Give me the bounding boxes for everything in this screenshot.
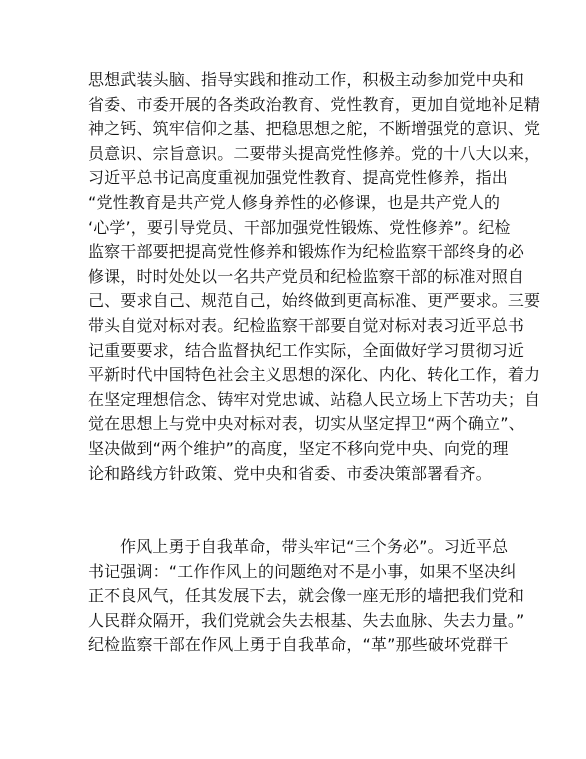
text-line: 正不良风气，任其发展下去，就会像一座无形的墙把我们党和 bbox=[88, 586, 525, 606]
text-line: 省委、市委开展的各类政治教育、党性教育，更加自觉地补足精 bbox=[88, 94, 541, 114]
text-line: 习近平总书记高度重视加强党性教育、提高党性修养，指出 bbox=[88, 168, 508, 188]
text-line: 神之钙、筑牢信仰之基、把稳思想之舵，不断增强党的意识、党 bbox=[88, 119, 541, 139]
text-line: 论和路线方针政策、党中央和省委、市委决策部署看齐。 bbox=[88, 463, 492, 483]
text-line: 坚决做到“两个维护”的高度，坚定不移向党中央、向党的理 bbox=[88, 438, 509, 458]
text-line: 人民群众隔开，我们党就会失去根基、失去血脉、失去力量。” bbox=[88, 610, 525, 630]
text-line: 修课，时时处处以一名共产党员和纪检监察干部的标准对照自 bbox=[88, 266, 525, 286]
text-line: 思想武装头脑、指导实践和推动工作，积极主动参加党中央和 bbox=[88, 70, 525, 89]
text-line: 平新时代中国特色社会主义思想的深化、内化、转化工作，着力 bbox=[88, 365, 541, 385]
text-line: “党性教育是共产党人修身养性的必修课，也是共产党人的 bbox=[88, 192, 501, 212]
text-line: 监察干部要把提高党性修养和锻炼作为纪检监察干部终身的必 bbox=[88, 242, 525, 262]
text-line: ‘心学’，要引导党员、干部加强党性锻炼、党性修养”。纪检 bbox=[88, 217, 511, 237]
text-line: 书记强调：“工作作风上的问题绝对不是小事，如果不坚决纠 bbox=[88, 561, 517, 581]
text-line: 带头自觉对标对表。纪检监察干部要自觉对标对表习近平总书 bbox=[88, 315, 525, 335]
paragraph-1 bbox=[88, 68, 541, 486]
text-line: 己、要求自己、规范自己，始终做到更高标准、更严要求。三要 bbox=[88, 291, 541, 311]
paragraph-2 bbox=[88, 535, 525, 658]
text-line: 员意识、宗旨意识。二要带头提高党性修养。党的十八大以来， bbox=[88, 143, 541, 163]
text-line: 在坚定理想信念、铸牢对党忠诚、站稳人民立场上下苦功夫；自 bbox=[88, 389, 541, 409]
text-line: 纪检监察干部在作风上勇于自我革命，“革”那些破坏党群干 bbox=[88, 635, 509, 655]
text-line: 记重要要求，结合监督执纪工作实际，全面做好学习贯彻习近 bbox=[88, 340, 525, 360]
text-line: 作风上勇于自我革命，带头牢记“三个务必”。习近平总 bbox=[120, 537, 509, 556]
text-line: 觉在思想上与党中央对标对表，切实从坚定捍卫“两个确立”、 bbox=[88, 414, 525, 434]
